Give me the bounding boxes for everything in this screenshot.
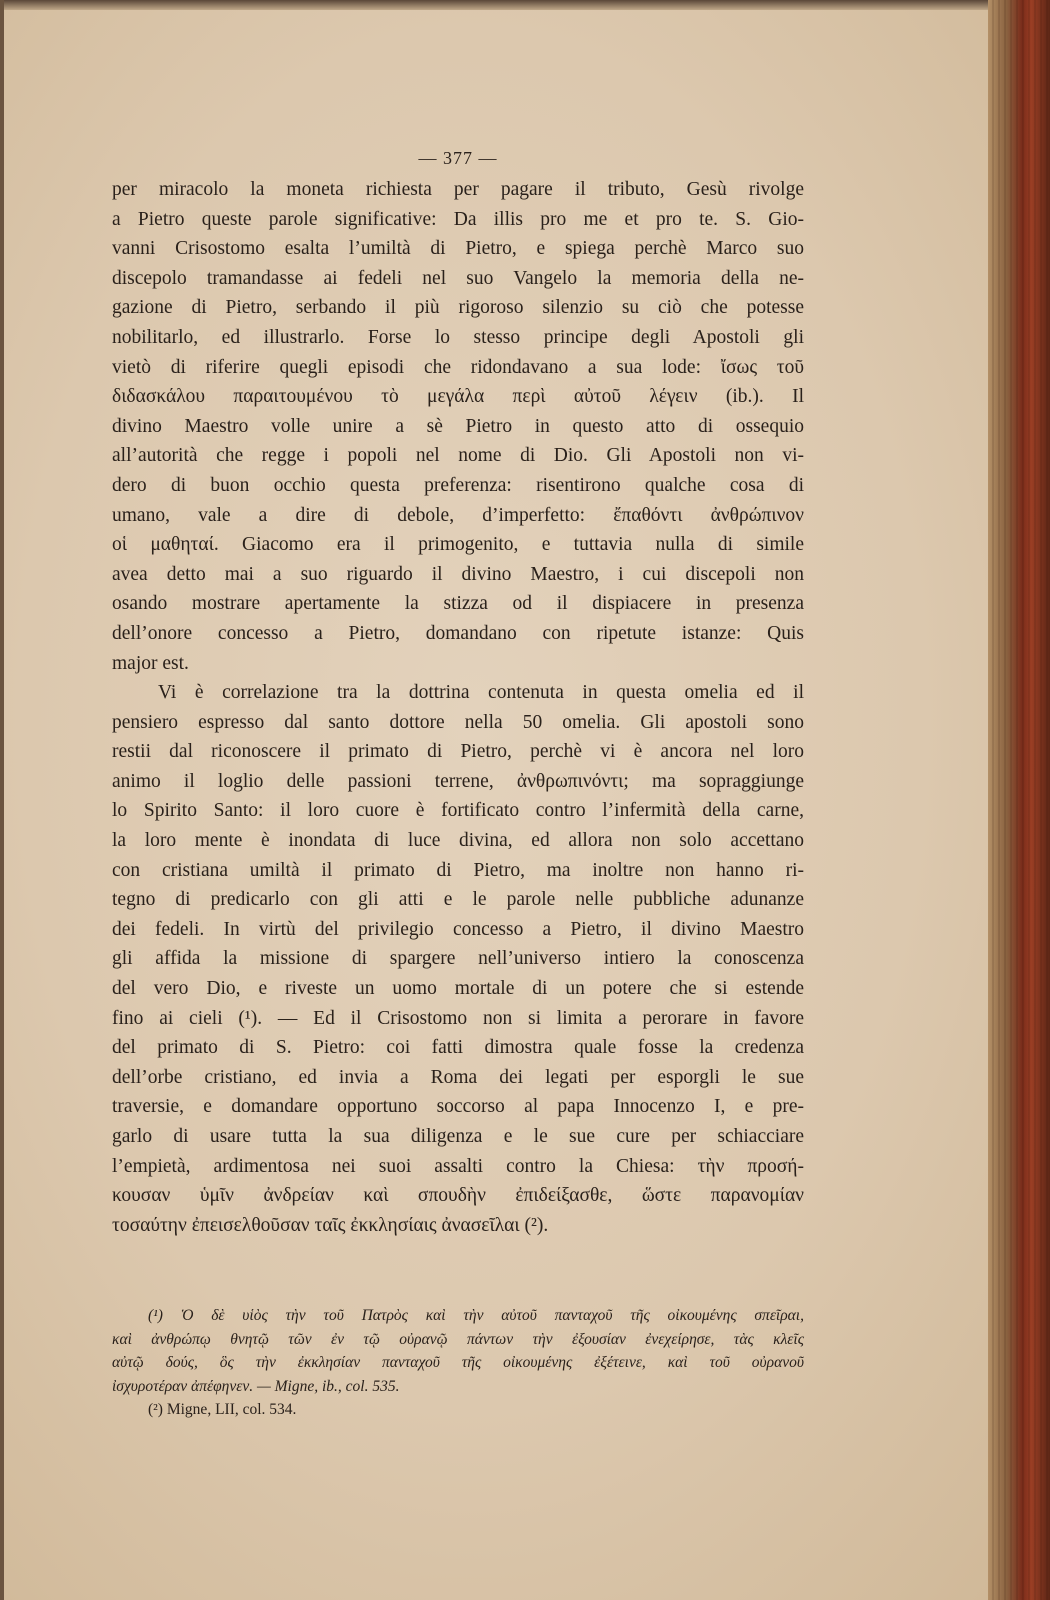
text-line: gli affida la missione di spargere nell’universo intiero la conoscenza [112,948,804,970]
text-line: vietò di riferire quegli episodi che ridondavano a sua lode: ἴσως τοῦ [112,356,804,378]
text-line: dei fedeli. In virtù del privilegio concesso a Pietro, il divino Maestro [112,918,804,940]
left-edge [0,0,4,1600]
text-line: fino ai cieli (¹). — Ed il Crisostomo non si limita a perorare in favore [112,1007,804,1029]
text-line: διδασκάλου παραιτουμένου τὸ μεγάλα περὶ αὐτοῦ λέγειν (ib.). Il [112,386,804,408]
text-line: umano, vale a dire di debole, d’imperfetto: ἔπαθόντι ἀνθρώπινον [112,504,804,526]
footnote-line: (²) Migne, LII, col. 534. [148,1401,297,1418]
text-line: animo il loglio delle passioni terrene, ἀνθρωπινόντι; ma sopraggiunge [112,770,804,792]
text-line: avea detto mai a suo riguardo il divino Maestro, i cui discepoli non [112,563,804,585]
text-line: τοσαύτην ἐπεισελθοῦσαν ταῖς ἐκκλησίαις ἀνασεῖλαι (²). [112,1214,549,1236]
text-line: major est. [112,652,189,674]
footnote-line: καὶ ἀνθρώπῳ θνητῷ τῶν ἐν τῷ οὐρανῷ πάντων τὴν ἐξουσίαν ἐνεχείρησε, τὰς κλεῖς [112,1330,804,1348]
text-line: pensiero espresso dal santo dottore nella 50 omelia. Gli apostoli sono [112,711,804,733]
text-line: a Pietro queste parole significative: Da illis pro me et pro te. S. Gio- [112,208,804,230]
text-line: dell’onore concesso a Pietro, domandano con ripetute istanze: Quis [112,622,804,644]
text-line: la loro mente è inondata di luce divina, ed allora non solo accettano [112,830,804,852]
text-line: dero di buon occhio questa preferenza: risentirono qualche cosa di [112,474,804,496]
footnote-line: ἰσχυροτέραν ἀπέφηνεν. — Migne, ib., col. 535. [112,1377,400,1395]
top-edge-shadow [0,0,1050,10]
text-line: gazione di Pietro, serbando il più rigoroso silenzio su ciò che potesse [112,297,804,319]
text-line: vanni Crisostomo esalta l’umiltà di Pietro, e spiega perchè Marco suo [112,238,804,260]
text-line: per miracolo la moneta richiesta per pagare il tributo, Gesù rivolge [112,179,804,200]
text-line: discepolo tramandasse ai fedeli nel suo Vangelo la memoria della ne- [112,267,804,289]
text-line: restii dal riconoscere il primato di Pietro, perchè vi è ancora nel loro [112,741,804,763]
text-line: del vero Dio, e riveste un uomo mortale di un potere che si estende [112,978,804,1000]
page-number: — 377 — [418,148,498,168]
footnotes [112,1304,804,1422]
body-text [112,175,804,1240]
text-line: nobilitarlo, ed illustrarlo. Forse lo stesso principe degli Apostoli gli [112,326,804,348]
binding-texture [988,0,1050,1600]
text-line: traversie, e domandare opportuno soccorso al papa Innocenzo I, e pre- [112,1096,804,1118]
text-line: del primato di S. Pietro: coi fatti dimostra quale fosse la credenza [112,1037,804,1059]
text-line: con cristiana umiltà il primato di Pietro, ma inoltre non hanno ri- [112,859,804,881]
text-line: l’empietà, ardimentosa nei suoi assalti contro la Chiesa: τὴν προσή- [112,1155,804,1177]
text-line: garlo di usare tutta la sua diligenza e le sue cure per schiacciare [112,1126,804,1147]
footnote-line: αὐτῷ δούς, ὃς τὴν ἐκκλησίαν πανταχοῦ τῆς οἰκουμένης ἐξέτεινε, καὶ τοῦ οὐρανοῦ [112,1354,804,1371]
text-line: divino Maestro volle unire a sè Pietro in questo atto di ossequio [112,415,804,437]
text-line: Vi è correlazione tra la dottrina contenuta in questa omelia ed il [158,682,804,704]
text-line: dell’orbe cristiano, ed invia a Roma dei legati per esporgli le sue [112,1066,804,1088]
text-line: οἱ μαθηταί. Giacomo era il primogenito, e tuttavia nulla di simile [112,534,804,556]
text-line: osando mostrare apertamente la stizza od il dispiacere in presenza [112,593,804,615]
text-line: κουσαν ὑμῖν ἀνδρείαν καὶ σπουδὴν ἐπιδείξασθε, ὥστε παρανομίαν [112,1185,804,1207]
footnote-line: (¹) Ὁ δὲ υἱὸς τὴν τοῦ Πατρὸς καὶ τὴν αὐτοῦ πανταχοῦ τῆς οἰκουμένης σπεῖραι, [148,1307,804,1324]
text-line: lo Spirito Santo: il loro cuore è fortificato contro l’infermità della carne, [112,800,804,822]
text-line: tegno di predicarlo con gli atti e le parole nelle pubbliche adunanze [112,889,804,911]
text-line: all’autorità che regge i popoli nel nome di Dio. Gli Apostoli non vi- [112,445,804,467]
